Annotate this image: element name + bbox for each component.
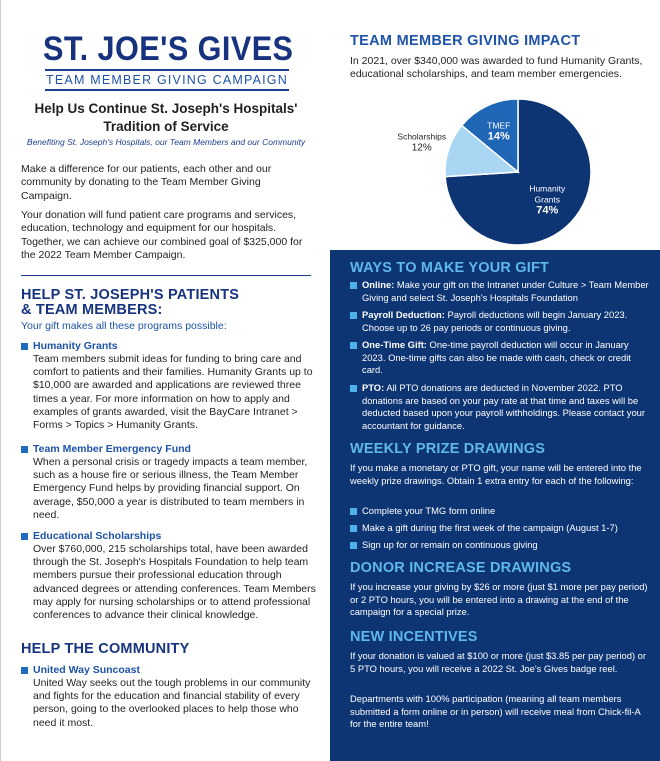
pie-label-text: Humanity bbox=[529, 183, 566, 194]
way-item-description: All PTO donations are deducted in November 2022. PTO donations are based on your pay rate at that time and taxes will be deducted based upon your payroll withholdings. Please contact your accountant for guidance. bbox=[362, 382, 645, 431]
weekly-item-text: Sign up for or remain on continuous giving bbox=[362, 539, 538, 550]
section-divider bbox=[21, 275, 311, 276]
bullet-square-icon bbox=[21, 533, 28, 540]
weekly-text: If you make a monetary or PTO gift, your name will be entered into the weekly prize drawings. Obtain 1 extra entry for each of the following: bbox=[350, 462, 642, 486]
pie-label-text: Grants bbox=[534, 194, 561, 205]
logo-rule-bottom bbox=[45, 89, 289, 91]
program-body: Team members submit ideas for funding to bring care and comfort to patients and their families. Humanity Grants up to $10,000 are awarded and applications are reviewed three times a year. For more information on how to apply and examples of grants awarded, visit the BayCare Intranet > Forms > Topics > Humanity Grants. bbox=[33, 353, 313, 432]
way-item-label: Online: bbox=[362, 279, 395, 290]
incentives-heading: NEW INCENTIVES bbox=[350, 629, 478, 645]
logo-title: ST. JOE'S GIVES bbox=[43, 30, 294, 68]
program-humanity-grants bbox=[21, 340, 317, 432]
bullet-square-icon bbox=[350, 542, 357, 549]
program-title-text: United Way Suncoast bbox=[33, 664, 140, 676]
impact-pie-chart bbox=[340, 96, 660, 246]
bullet-square-icon bbox=[21, 667, 28, 674]
incentives-text-1: If your donation is valued at $100 or more (just $3.85 per pay period) or 5 PTO hours, you will receive a 2022 St. Joe's Gives badge reel. bbox=[350, 650, 647, 674]
help-patients-heading-line-2: & TEAM MEMBERS: bbox=[21, 302, 163, 318]
way-item-text bbox=[362, 309, 650, 334]
pie-label-percent: 14% bbox=[487, 130, 510, 143]
program-title-text: Humanity Grants bbox=[33, 340, 118, 352]
weekly-item bbox=[350, 539, 650, 552]
program-united-way bbox=[21, 664, 317, 730]
way-item-online bbox=[350, 279, 650, 304]
impact-text: In 2021, over $340,000 was awarded to fund Humanity Grants, educational scholarships, and team member emergencies. bbox=[350, 55, 643, 81]
program-title-text: Team Member Emergency Fund bbox=[33, 443, 191, 455]
headline-line-2: Tradition of Service bbox=[103, 119, 229, 134]
program-title bbox=[21, 443, 317, 456]
tagline: Benefiting St. Joseph's Hospitals, our Team Members and our Community bbox=[26, 137, 306, 147]
incentives-text-2: Departments with 100% participation (meaning all team members submitted a form online or in person) will receive meal from Chick-fil-A for the entire team! bbox=[350, 693, 641, 730]
way-item-label: One-Time Gift: bbox=[362, 339, 427, 350]
way-item-description: Make your gift on the Intranet under Culture > Team Member Giving and select St. Joseph's Hospitals Foundation bbox=[362, 279, 649, 303]
program-title bbox=[21, 530, 317, 543]
bullet-square-icon bbox=[21, 343, 28, 350]
way-item-text bbox=[362, 382, 650, 432]
program-scholarships bbox=[21, 530, 317, 622]
logo-rule-top bbox=[45, 69, 289, 71]
impact-heading: TEAM MEMBER GIVING IMPACT bbox=[350, 33, 581, 49]
pie-label-text: Scholarships bbox=[397, 131, 447, 142]
donor-heading: DONOR INCREASE DRAWINGS bbox=[350, 560, 572, 576]
weekly-item-text: Complete your TMG form online bbox=[362, 505, 496, 516]
way-item-payroll bbox=[350, 309, 650, 334]
bullet-square-icon bbox=[350, 312, 357, 319]
way-item-text bbox=[362, 339, 650, 377]
program-body: When a personal crisis or tragedy impacts a team member, such as a house fire or serious illness, the Team Member Emergency Fund helps by providing financial support. On average, $50,000 a year is distributed to team members in need. bbox=[33, 456, 308, 521]
pie-label-tmef bbox=[487, 121, 510, 143]
program-body: Over $760,000, 215 scholarships total, have been awarded through the St. Joseph's Hospitals Foundation to help team members pursue their professional education through advanced degrees or attending conferences. Team Members may apply for nursing scholarships or to attend professional conferences to advance their clinical knowledge. bbox=[33, 543, 316, 622]
weekly-heading: WEEKLY PRIZE DRAWINGS bbox=[350, 441, 546, 457]
program-title-text: Educational Scholarships bbox=[33, 530, 162, 542]
way-item-one-time bbox=[350, 339, 650, 377]
pie-label-text: TMEF bbox=[487, 120, 511, 131]
bullet-square-icon bbox=[350, 342, 357, 349]
help-patients-heading-line-1: HELP ST. JOSEPH'S PATIENTS bbox=[21, 287, 240, 303]
program-body: United Way seeks out the tough problems in our community and fights for the education and financial stability of every person, going to the overlooked places to help those who need it most. bbox=[33, 677, 311, 729]
intro-paragraph-1: Make a difference for our patients, each other and our community by donating to the Team Member Giving Campaign. bbox=[21, 163, 272, 202]
gift-info-panel bbox=[330, 250, 660, 761]
bullet-square-icon bbox=[350, 525, 357, 532]
bullet-square-icon bbox=[350, 282, 357, 289]
program-emergency-fund bbox=[21, 443, 317, 522]
way-item-description: Payroll deductions will begin January 2023. Choose up to 26 pay periods or continuous giving. bbox=[362, 309, 628, 333]
weekly-item-text: Make a gift during the first week of the campaign (August 1-7) bbox=[362, 522, 618, 533]
way-item-description: One-time payroll deduction will occur in January 2023. One-time gifts can also be made with cash, check or credit card. bbox=[362, 339, 631, 376]
ways-heading: WAYS TO MAKE YOUR GIFT bbox=[350, 260, 550, 276]
bullet-square-icon bbox=[21, 446, 28, 453]
intro-paragraph-2: Your donation will fund patient care programs and services, education, technology and equipment for our hospitals. Together, we can achieve our combined goal of $325,000 for the 2022 Team Member Campaign. bbox=[21, 209, 303, 261]
way-item-label: Payroll Deduction: bbox=[362, 309, 445, 320]
pie-label-scholarships bbox=[397, 132, 446, 154]
weekly-item bbox=[350, 505, 650, 518]
bullet-square-icon bbox=[350, 385, 357, 392]
headline-line-1: Help Us Continue St. Joseph's Hospitals' bbox=[34, 101, 298, 116]
way-item-pto bbox=[350, 382, 650, 432]
help-community-heading: HELP THE COMMUNITY bbox=[21, 641, 190, 657]
programs-lead: Your gift makes all these programs possible: bbox=[21, 320, 227, 332]
help-patients-heading bbox=[21, 288, 311, 318]
program-title bbox=[21, 340, 317, 353]
pie-label-percent: 74% bbox=[536, 204, 559, 217]
donor-text: If you increase your giving by $26 or more (just $1 more per pay period) or 2 PTO hours, you will be entered into a drawing at the end of the campaign for a special prize. bbox=[350, 581, 648, 618]
left-column bbox=[0, 0, 328, 761]
headline bbox=[21, 100, 311, 136]
weekly-item bbox=[350, 522, 650, 535]
logo-subtitle: TEAM MEMBER GIVING CAMPAIGN bbox=[46, 73, 288, 87]
bullet-square-icon bbox=[350, 508, 357, 515]
pie-label-percent: 12% bbox=[411, 142, 432, 154]
way-item-text bbox=[362, 279, 650, 304]
way-item-label: PTO: bbox=[362, 382, 385, 393]
program-title bbox=[21, 664, 317, 677]
